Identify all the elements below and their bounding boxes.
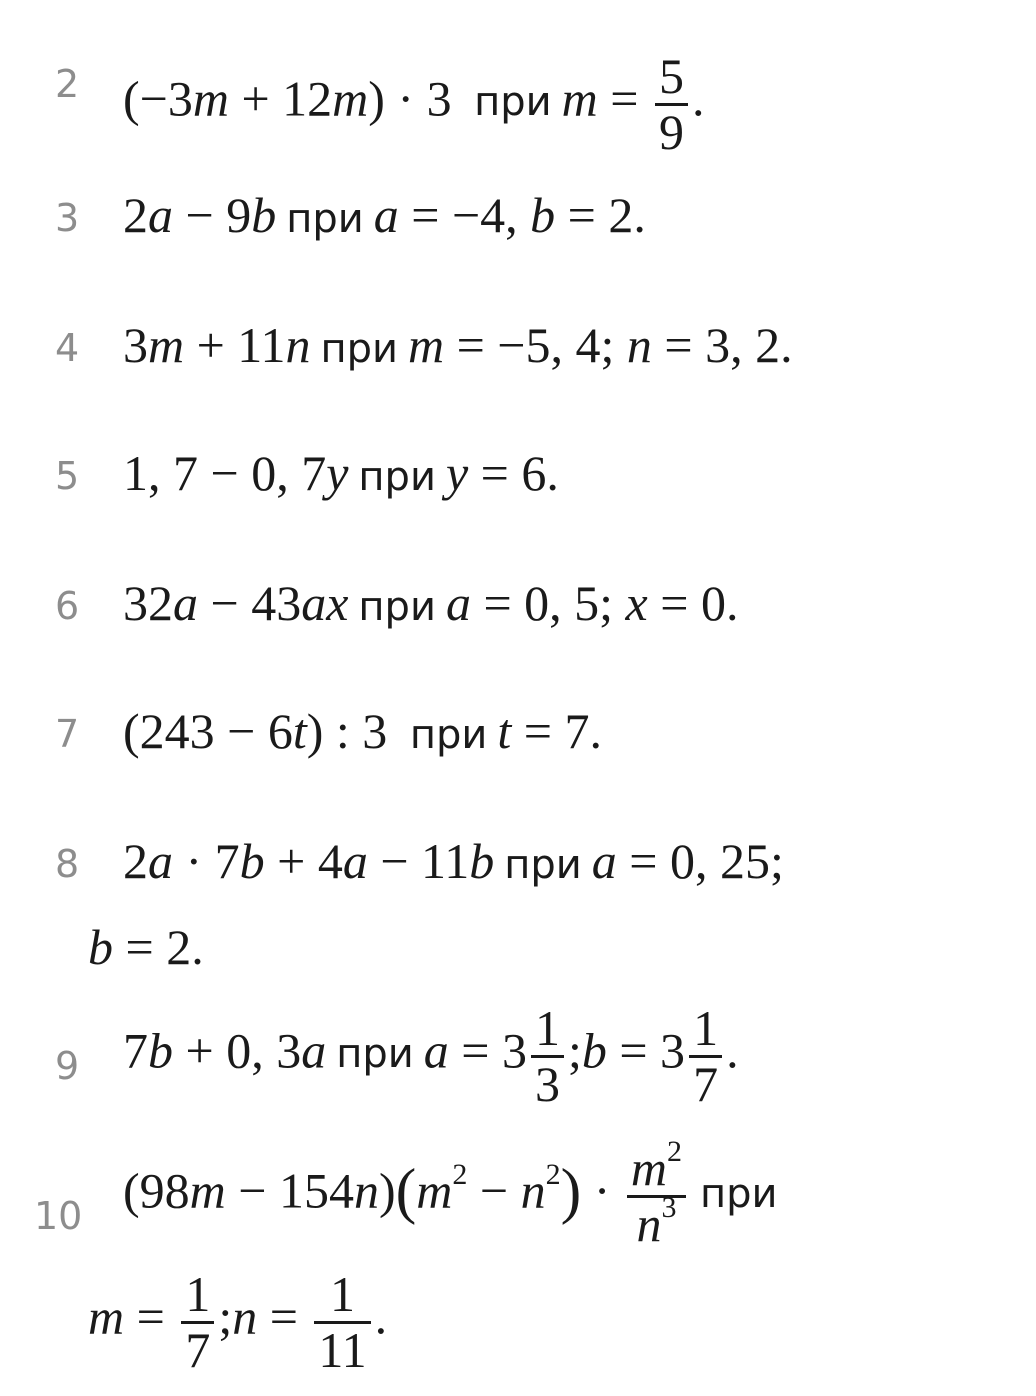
item-number: 7 bbox=[55, 712, 80, 756]
word-pri: при bbox=[286, 196, 364, 242]
expression-item-6: 32a − 43ax при a = 0, 5; x = 0. bbox=[123, 575, 739, 631]
expression-item-8: 2a · 7b + 4a − 11b при a = 0, 25; bbox=[123, 833, 784, 889]
word-pri: при bbox=[320, 326, 398, 372]
item-number: 3 bbox=[55, 196, 80, 240]
word-pri: при bbox=[474, 79, 552, 126]
expression-item-9: 7b + 0, 3a при a = 3 $\frac{1}{3}$ ;b = 3 $\frac{1}{7}$ . bbox=[123, 1000, 739, 1112]
fraction: $\frac{1}{7}$ bbox=[181, 1268, 214, 1376]
word-pri: при bbox=[504, 842, 582, 888]
word-pri: при bbox=[358, 454, 436, 500]
word-pri: при bbox=[358, 584, 436, 630]
item-number: 5 bbox=[55, 454, 80, 498]
expression-item-4: 3m + 11n при m = −5, 4; n = 3, 2. bbox=[123, 317, 793, 373]
expression-item-3: 2a − 9b при a = −4, b = 2. bbox=[123, 187, 646, 243]
fraction: $\frac{1}{7}$ bbox=[689, 1002, 722, 1110]
item-number: 2 bbox=[55, 62, 80, 106]
item-number: 4 bbox=[55, 326, 80, 370]
expression-item-5: 1, 7 − 0, 7y при y = 6. bbox=[123, 445, 559, 501]
fraction: $\frac{1}{11}$ bbox=[314, 1268, 370, 1376]
fraction: $\frac{m^2}{n^3}$ bbox=[627, 1142, 686, 1250]
word-pri: при bbox=[336, 1031, 414, 1078]
item-number: 6 bbox=[55, 584, 80, 628]
item-number: 10 bbox=[34, 1194, 83, 1238]
expression-item-10-continuation: m = $\frac{1}{7}$ ;n = $\frac{1}{11}$ . bbox=[88, 1266, 388, 1378]
word-pri: при bbox=[700, 1171, 778, 1218]
expression-item-8-continuation: b = 2. bbox=[88, 919, 204, 975]
expression-item-2: (−3m + 12m) · 3 при m = $\frac{5}{9}$ . bbox=[123, 48, 705, 160]
expression-item-10: $(98m - 154n)(m^2 - n^2)$ · $\frac{m^2}{n^3}$ при bbox=[123, 1135, 778, 1252]
item-number: 9 bbox=[55, 1044, 80, 1088]
fraction: $\frac{5}{9}$ bbox=[655, 50, 688, 158]
expression-item-7: (243 − 6t) : 3 при t = 7. bbox=[123, 703, 602, 759]
word-pri: при bbox=[409, 712, 488, 758]
fraction: $\frac{1}{3}$ bbox=[531, 1002, 564, 1110]
item-number: 8 bbox=[55, 842, 80, 886]
